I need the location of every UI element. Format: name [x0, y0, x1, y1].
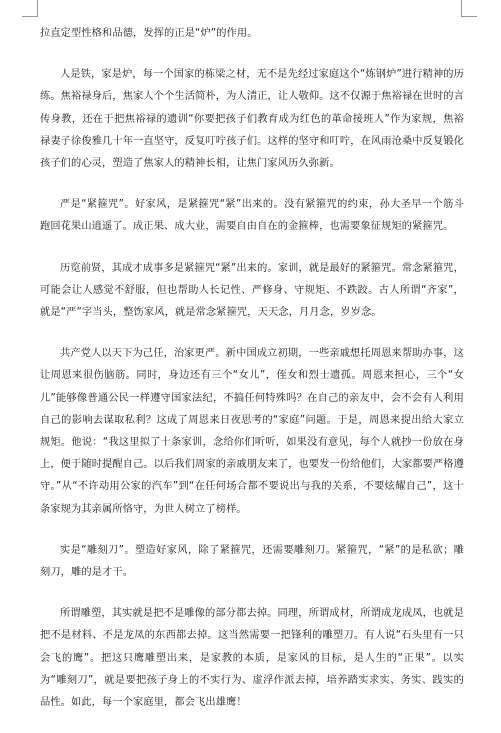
paragraph: 拉直定型性格和品德，发挥的正是“炉”的作用。 — [40, 28, 258, 39]
paragraph: 实是“雕刻刀”。塑造好家风，除了紧箍咒，还需要雕刻刀。紧箍咒，“紧”的是私欲；雕刻刀，雕的是才干。 — [40, 544, 464, 579]
document-body — [40, 23, 464, 733]
paragraph: 人是铁，家是炉，每一个国家的栋梁之材，无不是先经过家庭这个“炼钢炉”进行精神的历练。焦裕禄身后，焦家人个个生活简朴，为人清正，让人敬仰。这不仅源于焦裕禄在世时的言传身教，还在于把焦裕禄的遗训“你要把孩子们教育成为红色的革命接班人”作为家规，焦裕禄妻子徐俊雅几十年一直坚守，反复叮咛孩子们。这样的坚守和叮咛，在风雨沧桑中反复锻化孩子们的心灵，塑造了焦家人的精神长相，让焦门家风历久弥新。 — [40, 69, 464, 170]
crop-mark-top-left — [37, 0, 38, 16]
crop-mark-top-right — [461, 0, 462, 16]
paragraph: 严是“紧箍咒”。好家风，是紧箍咒“紧”出来的。没有紧箍咒的约束，孙大圣早一个筋斗跑回花果山逍遥了。成正果、成大业，需要自由自在的金箍棒，也需要象征规矩的紧箍咒。 — [40, 199, 464, 233]
paragraph: 所谓雕塑，其实就是把不是雕像的部分都去掉。同理，所谓成材，所谓成龙成凤，也就是把不是材料、不是龙凤的东西都去掉。这当然需要一把锋利的雕塑刀。有人说“石头里有一只会飞的鹰”。把这只鹰雕塑出来，是家教的本质，是家风的目标，是人生的“正果”。以实为“雕刻刀”，就是要把孩子身上的不实行为、虚浮作派去掉，培养踏实求实、务实、践实的品性。如此，每一个家庭里，都会飞出雄鹰！ — [40, 608, 464, 709]
crop-mark-top-right — [461, 16, 477, 17]
crop-mark-top-left — [22, 16, 38, 17]
paragraph: 历览前贤，其成才成事多是紧箍咒“紧”出来的。家训，就是最好的紧箍咒。常念紧箍咒，可能会让人感觉不舒服，但也帮助人长记性、严修身、守规矩、不跌跤。古人所谓“齐家”，就是“严”字当头，整饬家风，就是常念紧箍咒，天天念，月月念，岁岁念。 — [40, 262, 464, 319]
paragraph: 共产党人以天下为己任，治家更严。新中国成立初期，一些亲戚想托周恩来帮助办事，这让周恩来很伤脑筋。同时，身边还有三个“女儿”，侄女和烈士遗孤。周恩来担心，三个“女儿”能够像普通公民一样遵守国家法纪，不搞任何特殊吗？在自己的亲友中，会不会有人利用自己的影响去谋取私利？这成了周恩来日夜思考的“家庭”问题。于是，周恩来提出给大家立规矩。他说：“我这里拟了十条家训，念给你们听听，如果没有意见，每个人就抄一份放在身上，便于随时提醒自己。以后我们周家的亲戚朋友来了，也要发一份给他们，大家都要严格遵守。”从“不许动用公家的汽车”到“在任何场合都不要说出与我的关系，不要炫耀自己”，这十条家规为其亲属所恪守，为世人树立了榜样。 — [40, 348, 464, 515]
